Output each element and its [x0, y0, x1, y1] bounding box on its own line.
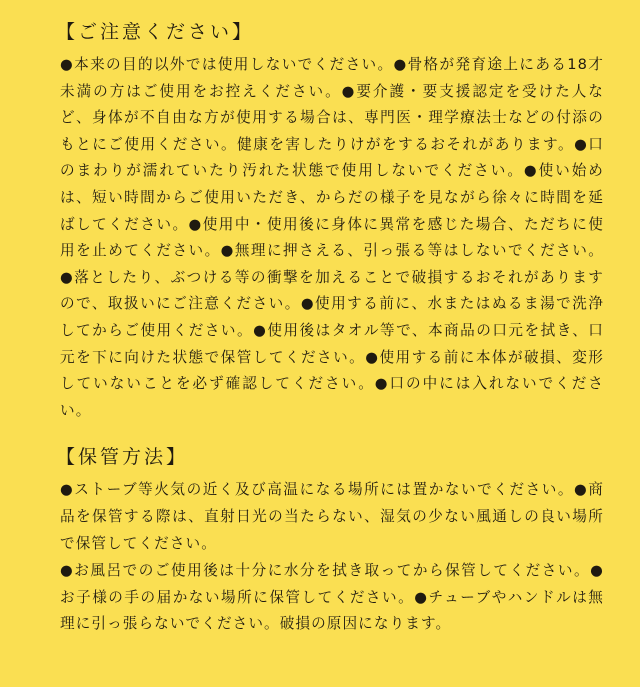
- caution-body: ●本来の目的以外では使用しないでください。●骨格が発育途上にある18才未満の方はご使用をお控えください。●要介護・要支援認定を受けた人など、身体が不自由な方が使用する場合は、専門医・理学療法士などの付添のもとにご使用ください。健康を害したりけがをするおそれがあります。●口のまわりが濡れていたり汚れた状態で使用しないでください。●使い始めは、短い時間からご使用いただき、からだの様子を見ながら徐々に時間を延ばしてください。●使用中・使用後に身体に異常を感じた場合、ただちに使用を止めてください。●無理に押さえる、引っ張る等はしないでください。●落としたり、ぶつける等の衝撃を加えることで破損するおそれがありますので、取扱いにご注意ください。●使用する前に、水またはぬるま湯で洗浄してからご使用ください。●使用後はタオル等で、本商品の口元を拭き、口元を下に向けた状態で保管してください。●使用する前に本体が破損、変形していないことを必ず確認してください。●口の中には入れないでください。: [60, 56, 604, 419]
- storage-body: ●ストーブ等火気の近く及び高温になる場所には置かないでください。●商品を保管する際は、直射日光の当たらない、湿気の少ない風通しの良い場所で保管してください。 ●お風呂でのご使用後は十分に水分を拭き取ってから保管してください。●お子様の手の届かない場所に保管してください。●チューブやハンドルは無理に引っ張らないでください。破損の原因になります。: [60, 481, 604, 633]
- caution-section: [56, 18, 604, 424]
- storage-section: [56, 443, 604, 638]
- caution-title: 【ご注意ください】: [56, 21, 255, 43]
- storage-title: 【保管方法】: [56, 446, 189, 469]
